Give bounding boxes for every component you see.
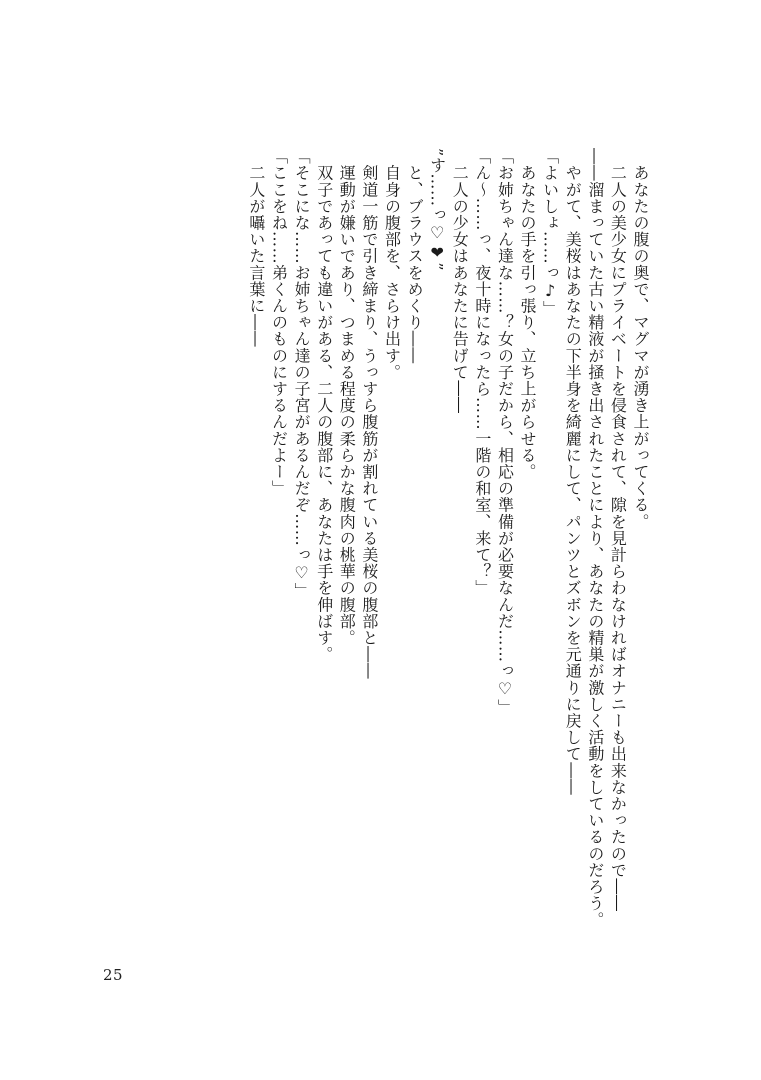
text-line: と、ブラウスをめくり――: [405, 148, 425, 364]
text-line: 二人が囁いた言葉に――: [246, 148, 266, 348]
text-line: 「ここをね……弟くんのものにするんだよー」: [269, 148, 289, 497]
text-line: ”す……っ♡❤”: [427, 148, 447, 272]
text-line: 二人の美少女にプライベートを侵食されて、隙を見計らわなければオナニーも出来なかったので――: [608, 148, 628, 912]
text-line: 自身の腹部を、さらけ出す。: [382, 148, 402, 381]
text-line: ――溜まっていた古い精液が掻き出されたことにより、あなたの精巣が激しく活動をしているのだろう。: [585, 148, 605, 929]
text-line: あなたの腹の奥で、マグマが湧き上がってくる。: [631, 148, 650, 530]
text-line: 双子であっても違いがある、二人の腹部に、あなたは手を伸ばす。: [314, 148, 334, 663]
vertical-text-body: [106, 148, 651, 978]
text-line: あなたの手を引っ張り、立ち上がらせる。: [518, 148, 538, 480]
page-number: 25: [103, 966, 124, 984]
text-line: 運動が嫌いであり、つまめる程度の柔らかな腹肉の桃華の腹部。: [337, 148, 357, 646]
text-line: やがて、美桜はあなたの下半身を綺麗にして、パンツとズボンを元通りに戻して――: [563, 148, 583, 796]
text-line: 「そこにな……お姉ちゃん達の子宮があるんだぞ……っ♡」: [292, 148, 312, 600]
text-line: 「お姉ちゃん達な……？女の子だから、相応の準備が必要なんだ……っ♡」: [495, 148, 515, 716]
text-line: 剣道一筋で引き締まり、うっすら腹筋が割れている美桜の腹部と――: [359, 148, 379, 680]
text-line: 「よいしょ……っ♪」: [540, 148, 560, 317]
text-line: 二人の少女はあなたに告げて――: [450, 148, 470, 414]
text-line: 「ん〜……っ、夜十時になったら……一階の和室、来て？」: [472, 148, 492, 597]
